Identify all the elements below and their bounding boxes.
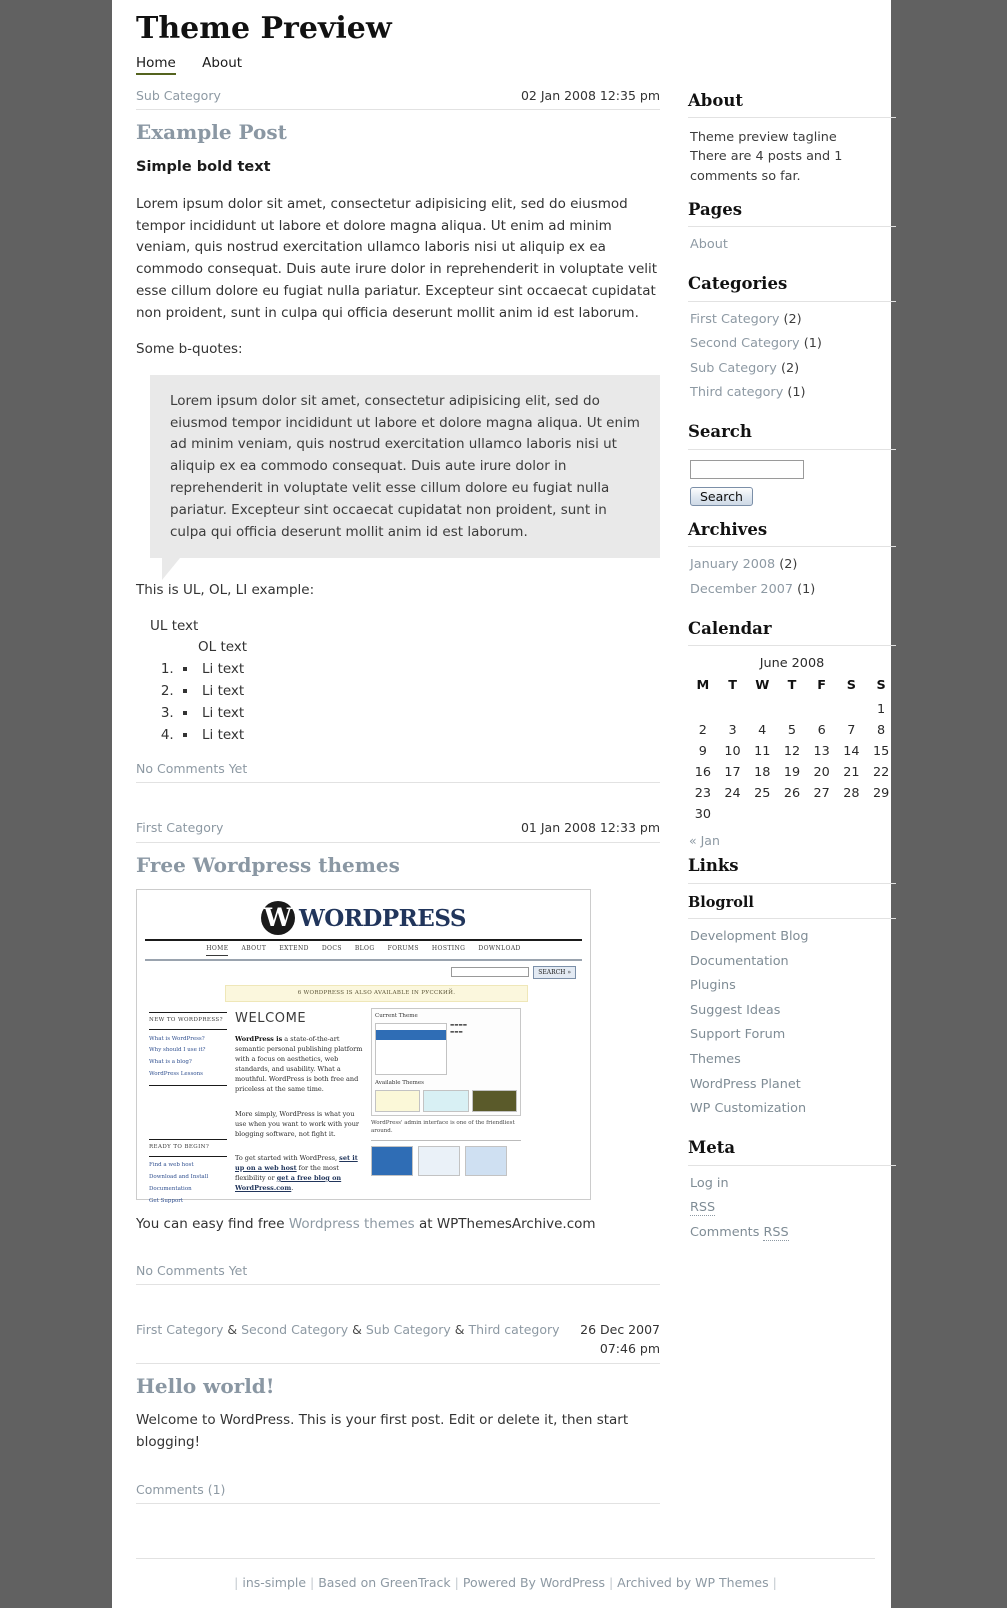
list-item <box>690 237 896 262</box>
post-date: 26 Dec 2007 <box>580 1322 660 1338</box>
calendar-week <box>688 720 896 741</box>
category-link[interactable]: Sub Category <box>365 1322 451 1338</box>
wp-freeblog-link: get a free blog on WordPress.com <box>235 1173 342 1192</box>
about-tagline: Theme preview tagline <box>690 130 837 146</box>
footer-sep: | <box>772 1574 777 1590</box>
wordpress-logo-icon: W <box>261 901 295 935</box>
list-item-label: ▪ 2. Li text <box>198 681 660 703</box>
category-link[interactable]: First Category <box>690 311 780 327</box>
wp-paragraph-3 <box>235 1153 363 1193</box>
weekday-thu: T <box>787 678 797 694</box>
sidebar-heading-about: About <box>688 91 896 119</box>
calendar-week <box>688 783 896 804</box>
wp-nav-blog: BLOG <box>354 944 375 952</box>
weekday-fri: F <box>817 678 827 694</box>
wp-nav <box>137 941 590 958</box>
blogroll-link[interactable]: Suggest Ideas <box>690 1002 781 1018</box>
footer-theme-name: ins-simple <box>242 1574 307 1590</box>
post-time: 07:46 pm <box>599 1341 660 1357</box>
wp-para-text: a state-of-the-art semantic personal publishing platform with a focus on aesthetics, web standards, and usability. What a mouthful. WordPress is both free and priceless at the same time. <box>235 1035 363 1094</box>
wp-nav-forums: FORUMS <box>387 944 419 952</box>
sidebar-heading-links: Links <box>688 856 896 884</box>
wp-language-notice: 6 WORDPRESS IS ALSO AVAILABLE IN РУССКИЙ. <box>225 985 528 1002</box>
calendar-day: 18 <box>754 765 771 781</box>
comments-rss-abbr: RSS <box>763 1224 789 1240</box>
wp-para3-mid: for the most flexibility or <box>235 1163 339 1182</box>
wp-extra-thumbs <box>371 1146 521 1176</box>
calendar-day <box>807 804 837 825</box>
nav-item-about[interactable]: About <box>202 54 243 71</box>
blogroll-link[interactable]: WordPress Planet <box>690 1076 801 1092</box>
weekday-wed: W <box>755 678 770 694</box>
calendar-day: 17 <box>724 765 741 781</box>
wp-columns <box>137 1002 590 1207</box>
caption-after: at WPThemesArchive.com <box>414 1215 596 1232</box>
post-blockquote: Lorem ipsum dolor sit amet, consectetur adipisicing elit, sed do eiusmod tempor incididunt ut labore et dolore magna aliqua. Ut enim ad minim veniam, quis nostrud exercitation ullamco laboris nisi ut aliquip ex ea commodo consequat. Duis aute irure dolor in reprehenderit in voluptate velit esse cillum dolore eu fugiat nulla pariatur. Excepteur sint occaecat cupidatat non proident, sunt in culpa qui officia deserunt mollit anim id est laborum. <box>150 375 660 558</box>
calendar-day: 14 <box>843 744 860 760</box>
list-item <box>690 1176 896 1201</box>
wp-left-heading-1: NEW TO WORDPRESS? <box>149 1017 223 1024</box>
wp-left-link: Why should I use it? <box>149 1047 206 1054</box>
list-item <box>690 1052 896 1077</box>
list-item <box>690 1200 896 1225</box>
post-body <box>136 889 660 1236</box>
wp-header <box>137 890 590 937</box>
wp-welcome-heading: WELCOME <box>235 1011 307 1027</box>
wp-paragraph-2: More simply, WordPress is what you use when you want to work with your blogging software, not fight it. <box>235 1109 359 1138</box>
comments-rss-link[interactable] <box>690 1225 789 1241</box>
list-item <box>690 1101 896 1126</box>
post-categories: First Category & Second Category & Sub Category & Third category <box>136 1322 560 1338</box>
content-column <box>136 77 660 1530</box>
calendar-day: 11 <box>754 744 771 760</box>
post-body <box>136 156 660 747</box>
wp-theme-thumb <box>375 1090 420 1112</box>
calendar-day <box>866 804 896 825</box>
search-form <box>688 450 896 512</box>
calendar-day: 15 <box>872 744 890 760</box>
page-inner <box>112 0 891 1608</box>
wp-thumb-row <box>375 1023 517 1075</box>
wp-nav-hosting: HOSTING <box>431 944 466 952</box>
calendar-day: 3 <box>728 723 737 739</box>
calendar-day: 8 <box>877 723 886 739</box>
post-title[interactable]: Free Wordpress themes <box>136 852 400 877</box>
footer-archived-label: Archived by <box>617 1574 696 1590</box>
post-date: 01 Jan 2008 12:33 pm <box>520 819 660 835</box>
calendar-day: 4 <box>758 723 767 739</box>
about-stats: There are 4 posts and 1 comments so far. <box>690 149 843 184</box>
calendar-day <box>777 699 807 720</box>
comments-rss-prefix: Comments <box>690 1224 764 1240</box>
nested-list <box>182 659 660 681</box>
blogroll-link[interactable]: Themes <box>690 1052 741 1068</box>
nested-list <box>182 681 660 703</box>
footer-powered-label: Powered By <box>462 1574 540 1590</box>
sidebar-heading-blogroll: Blogroll <box>688 894 896 919</box>
blogroll-link[interactable]: Development Blog <box>690 928 809 944</box>
caption-before: You can easy find free <box>136 1215 289 1232</box>
wp-right-column <box>371 1008 521 1207</box>
nav-item-home[interactable]: Home <box>136 55 176 75</box>
wp-left-link: Find a web host <box>149 1162 194 1169</box>
calendar-day: 24 <box>724 786 741 802</box>
wp-rule <box>149 1029 227 1030</box>
blogroll-link[interactable]: WP Customization <box>690 1101 807 1117</box>
sidebar-heading-calendar: Calendar <box>688 619 896 647</box>
calendar-day <box>747 804 777 825</box>
wp-para3-pre: To get started with WordPress, <box>235 1153 340 1162</box>
rss-abbr: RSS <box>690 1200 716 1216</box>
post-comments-link[interactable]: No Comments Yet <box>136 1249 660 1285</box>
wp-para3-end: . <box>291 1183 294 1192</box>
wp-left-link: Download and Install <box>149 1173 209 1180</box>
wp-nav-download: DOWNLOAD <box>478 944 521 952</box>
calendar-day <box>747 699 777 720</box>
calendar-day: 26 <box>783 786 801 802</box>
calendar-week <box>688 699 896 720</box>
footer-sep: | <box>454 1574 463 1590</box>
calendar-day: 1 <box>877 702 886 718</box>
wp-search-button: SEARCH » <box>533 966 576 980</box>
weekday-sun: S <box>876 678 886 694</box>
rss-link[interactable] <box>690 1200 715 1216</box>
embedded-screenshot <box>137 890 590 1204</box>
category-link[interactable]: First Category <box>136 1322 224 1338</box>
post-categories <box>136 819 223 838</box>
main-columns <box>136 77 890 1530</box>
wp-panel-caption: WordPress' admin interface is one of the friendliest around. <box>371 1119 515 1135</box>
list-item <box>690 312 896 337</box>
calendar-day: 22 <box>872 765 890 781</box>
calendar-day: 27 <box>813 786 830 802</box>
ol-label: OL text <box>198 639 248 656</box>
wp-theme-panel <box>371 1008 521 1116</box>
post-meta <box>136 77 660 111</box>
wp-left-link: What is WordPress? <box>149 1035 205 1042</box>
list-item <box>178 725 660 747</box>
weekday-sat: S <box>846 678 856 694</box>
calendar-day: 6 <box>817 723 826 739</box>
list-item <box>690 557 896 582</box>
category-count: (2) <box>780 360 800 376</box>
wp-theme-meta: ▬▬▬▬ ▬▬▬ <box>450 1023 468 1035</box>
wp-nav-docs: DOCS <box>321 944 342 952</box>
calendar-day: 23 <box>694 786 711 802</box>
calendar-day: 20 <box>813 765 830 781</box>
archive-link[interactable]: December 2007 <box>690 581 793 597</box>
calendar-week <box>688 804 896 825</box>
calendar-week <box>688 762 896 783</box>
list-item <box>690 1027 896 1052</box>
calendar-day: 16 <box>694 765 711 781</box>
wp-rule <box>371 1140 521 1141</box>
calendar-day: 29 <box>872 786 890 802</box>
sidebar-heading-pages: Pages <box>688 200 896 228</box>
post-title[interactable]: Hello world! <box>136 1373 275 1398</box>
sidebar-categories-list <box>688 302 896 415</box>
weekday-mon: M <box>696 678 710 694</box>
category-link[interactable]: Second Category <box>690 336 800 352</box>
post-example-post <box>136 77 660 783</box>
list-item-label: ▪ 4. Li text <box>198 725 660 747</box>
calendar-day: 13 <box>813 744 830 760</box>
site-footer <box>136 1558 875 1608</box>
calendar-day <box>807 699 837 720</box>
archive-link[interactable]: January 2008 <box>690 557 776 573</box>
wp-admin-thumbnail <box>375 1023 447 1075</box>
ul-label: UL text <box>150 617 199 634</box>
calendar-week <box>688 741 896 762</box>
calendar-table <box>688 654 896 825</box>
wp-nav-about: ABOUT <box>241 944 267 952</box>
category-link[interactable]: Third category <box>690 385 784 401</box>
sidebar-heading-meta: Meta <box>688 1138 896 1166</box>
calendar-day <box>837 699 867 720</box>
sidebar-about-block <box>688 118 896 192</box>
post-comments-link[interactable]: No Comments Yet <box>136 747 660 783</box>
wp-theme-thumb <box>472 1090 517 1112</box>
blogroll-link[interactable]: Documentation <box>690 953 789 969</box>
wp-search-row <box>137 961 590 980</box>
primary-nav <box>136 55 875 77</box>
footer-wpthemes-link[interactable]: WP Themes <box>695 1574 769 1590</box>
wordpress-wordmark: WORDPRESS <box>298 904 467 932</box>
calendar-day: 10 <box>724 744 741 760</box>
footer-based-on-label: Based on <box>318 1574 381 1590</box>
category-count: (1) <box>803 336 822 352</box>
sidebar-pages-list <box>688 227 896 266</box>
wp-left-link: Documentation <box>149 1185 192 1192</box>
wp-nav-extend: EXTEND <box>279 944 309 952</box>
list-item <box>690 1003 896 1028</box>
list-item <box>690 385 896 410</box>
wp-panel-title: Current Theme <box>375 1013 418 1020</box>
search-button[interactable]: Search <box>690 487 753 506</box>
sidebar-archives-list <box>688 547 896 610</box>
list-item <box>690 929 896 954</box>
calendar-day <box>837 804 867 825</box>
blockquote-intro: Some b-quotes: <box>136 340 243 357</box>
list-item <box>690 954 896 979</box>
sidebar-heading-archives: Archives <box>688 520 896 548</box>
post-meta <box>136 1311 660 1364</box>
calendar-day: 5 <box>787 723 797 739</box>
footer-greentrack-link[interactable]: GreenTrack <box>380 1574 451 1590</box>
list-item <box>178 681 660 703</box>
weekday-tue: T <box>728 678 737 694</box>
post-meta <box>136 809 660 843</box>
calendar-day: 28 <box>843 786 860 802</box>
post-paragraph: Lorem ipsum dolor sit amet, consectetur adipisicing elit, sed do eiusmod tempor incididunt ut labore et dolore magna aliqua. Ut enim ad minim veniam, quis nostrud exercitation ullamco laboris nisi ut aliquip ex ea commodo consequat. Duis aute irure dolor in reprehenderit in voluptate velit esse cillum dolore eu fugiat nulla pariatur. Excepteur sint occaecat cupidatat non proident, sunt in culpa qui officia deserunt mollit anim id est laborum. <box>136 195 658 322</box>
post-date: 02 Jan 2008 12:35 pm <box>520 87 660 103</box>
wp-extra-thumb <box>465 1146 507 1176</box>
wp-extra-thumb <box>418 1146 460 1176</box>
post-comments-link[interactable]: Comments (1) <box>136 1468 660 1504</box>
page-link-about[interactable]: About <box>690 237 728 253</box>
search-input[interactable] <box>690 460 804 479</box>
category-count: (1) <box>787 385 806 401</box>
wordpress-org-screenshot-image <box>136 889 591 1204</box>
wp-left-column <box>149 1008 227 1207</box>
wp-available-themes-label: Available Themes <box>375 1080 424 1087</box>
category-link[interactable]: Second Category <box>241 1322 349 1338</box>
wp-logo-row <box>137 900 590 937</box>
calendar-day: 2 <box>698 723 707 739</box>
wp-para-bold: WordPress is <box>235 1035 283 1044</box>
post-categories <box>136 87 221 106</box>
list-item-label: ▪ 1. Li text <box>198 659 660 681</box>
category-link[interactable]: Sub Category <box>136 87 221 103</box>
sidebar-heading-search: Search <box>688 422 896 450</box>
wp-paragraph-1 <box>235 1034 363 1094</box>
post-caption <box>136 1214 660 1236</box>
list-item <box>690 1077 896 1102</box>
footer-sep: | <box>234 1574 239 1590</box>
post-subheading: Simple bold text <box>136 159 271 176</box>
calendar-day: 12 <box>783 744 801 760</box>
calendar-day <box>718 699 748 720</box>
calendar-day <box>777 804 807 825</box>
nested-list <box>182 703 660 725</box>
calendar-prev-link[interactable]: « Jan <box>689 833 720 849</box>
category-link[interactable]: First Category <box>136 819 224 835</box>
wp-rule <box>149 1012 227 1013</box>
category-count: (2) <box>783 311 802 327</box>
post-paragraph: Welcome to WordPress. This is your first post. Edit or delete it, then start blogging! <box>136 1411 629 1450</box>
sidebar-heading-categories: Categories <box>688 274 896 302</box>
wordpress-themes-link[interactable]: Wordpress themes <box>288 1215 415 1232</box>
ordered-list <box>136 659 660 746</box>
calendar-day: 25 <box>754 786 771 802</box>
blogroll-link[interactable]: Support Forum <box>690 1027 786 1043</box>
calendar-day: 21 <box>843 765 860 781</box>
list-item <box>690 361 896 386</box>
sidebar <box>688 77 896 1254</box>
list-item <box>690 336 896 361</box>
footer-wrap <box>136 1530 875 1608</box>
wp-available-thumbs <box>375 1090 517 1112</box>
wp-left-link: Get Support <box>149 1197 184 1204</box>
footer-wordpress-link[interactable]: WordPress <box>539 1574 605 1590</box>
list-item <box>178 659 660 681</box>
calendar-weekday-row <box>688 677 896 699</box>
wp-left-heading-2: READY TO BEGIN? <box>149 1143 210 1150</box>
footer-sep: | <box>608 1574 618 1590</box>
footer-sep: | <box>310 1574 319 1590</box>
list-item <box>690 582 896 607</box>
nested-list <box>182 725 660 747</box>
wp-theme-thumb <box>423 1090 468 1112</box>
site-title: Theme Preview <box>136 11 392 46</box>
list-intro: This is UL, OL, LI example: <box>136 581 315 598</box>
list-item <box>690 978 896 1003</box>
wp-search-input <box>451 967 529 977</box>
page-container <box>112 0 891 1608</box>
calendar-day: 7 <box>847 723 856 739</box>
wp-rule <box>149 1139 227 1140</box>
archive-count: (1) <box>797 581 816 597</box>
post-body <box>136 1410 660 1454</box>
calendar-head <box>688 677 896 699</box>
wp-center-column <box>235 1008 363 1207</box>
sidebar-blogroll-list <box>688 919 896 1130</box>
calendar-body <box>688 699 896 825</box>
sidebar-meta-list <box>688 1166 896 1254</box>
post-free-wordpress-themes <box>136 809 660 1286</box>
calendar-day <box>718 804 748 825</box>
archive-count: (2) <box>779 557 798 573</box>
calendar-day: 19 <box>783 765 801 781</box>
category-link[interactable]: Sub Category <box>690 360 777 376</box>
wp-nav-home: HOME <box>206 944 228 956</box>
wp-setup-link: set it up on a web host <box>235 1153 358 1172</box>
wp-rule <box>149 1085 227 1086</box>
post-hello-world <box>136 1311 660 1503</box>
calendar-caption: June 2008 <box>759 656 825 672</box>
blogroll-link[interactable]: Plugins <box>690 978 736 994</box>
wp-left-link: WordPress Lessons <box>149 1071 203 1078</box>
list-item <box>690 1225 896 1250</box>
calendar-prev-nav <box>688 829 896 848</box>
category-link[interactable]: Third category <box>468 1322 560 1338</box>
wp-extra-thumb <box>371 1146 413 1176</box>
list-demo <box>136 616 660 747</box>
list-item <box>178 703 660 725</box>
calendar-day: 9 <box>698 744 707 760</box>
login-link[interactable]: Log in <box>690 1175 729 1191</box>
wp-rule <box>149 1156 227 1157</box>
calendar-day <box>688 699 718 720</box>
calendar-day: 30 <box>694 807 711 823</box>
wp-left-link: What is a blog? <box>149 1059 192 1066</box>
list-item-label: ▪ 3. Li text <box>198 703 660 725</box>
post-title[interactable]: Example Post <box>136 120 287 145</box>
